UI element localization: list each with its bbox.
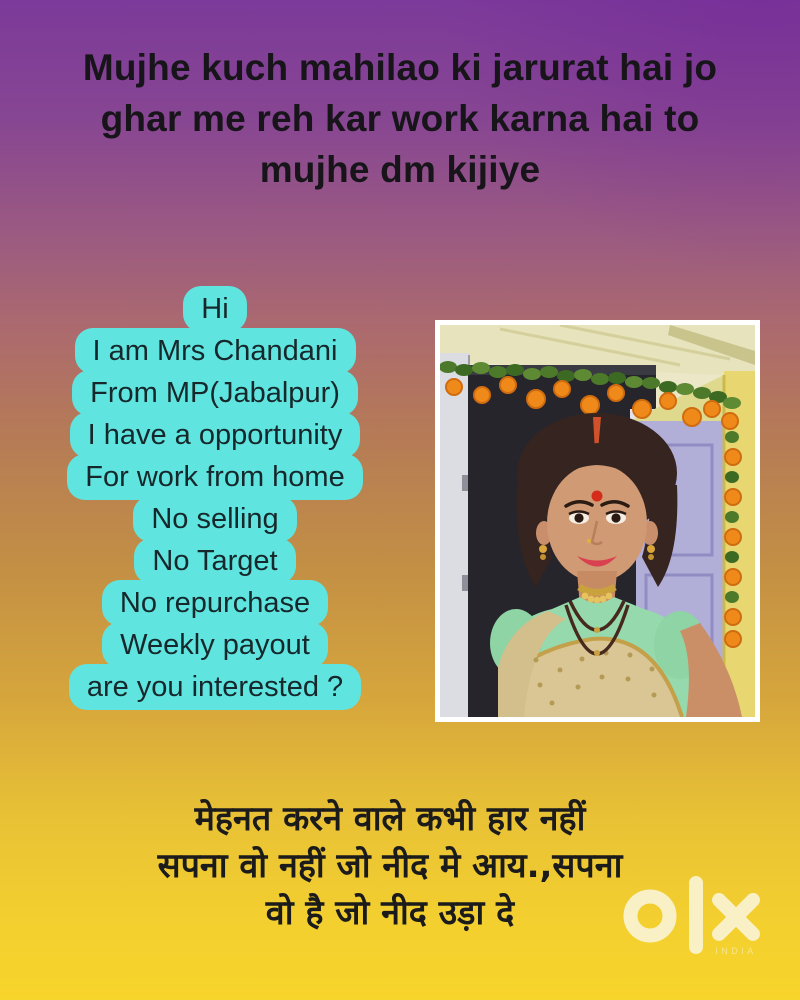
quote-line: सपना वो नहीं जो नीद मे आय.,सपना <box>157 846 623 886</box>
bubble-line: No selling <box>133 496 296 542</box>
bubble-line: Weekly payout <box>102 622 328 668</box>
headline-line: mujhe dm kijiye <box>259 149 541 190</box>
bubble-line: For work from home <box>67 454 362 500</box>
bubble-line: are you interested ? <box>69 664 361 710</box>
bubble-line: I have a opportunity <box>70 412 361 458</box>
bubble-line: I am Mrs Chandani <box>75 328 356 374</box>
woman-selfie-illustration <box>440 325 755 717</box>
headline-line: ghar me reh kar work karna hai to <box>100 98 700 139</box>
bubble-line: No repurchase <box>102 580 328 626</box>
quote-line: मेहनत करने वाले कभी हार नहीं <box>194 799 586 839</box>
bubble-line: From MP(Jabalpur) <box>72 370 358 416</box>
intro-message-bubble <box>40 286 390 710</box>
olx-country-label: INDIA <box>715 946 757 956</box>
bubble-line: Hi <box>183 286 246 332</box>
motivational-quote <box>0 796 780 937</box>
headline-text <box>40 42 760 195</box>
quote-line: वो है जो नीद उड़ा दे <box>265 893 515 933</box>
bubble-line: No Target <box>134 538 295 584</box>
profile-photo <box>435 320 760 722</box>
headline-line: Mujhe kuch mahilao ki jarurat hai jo <box>82 47 718 88</box>
